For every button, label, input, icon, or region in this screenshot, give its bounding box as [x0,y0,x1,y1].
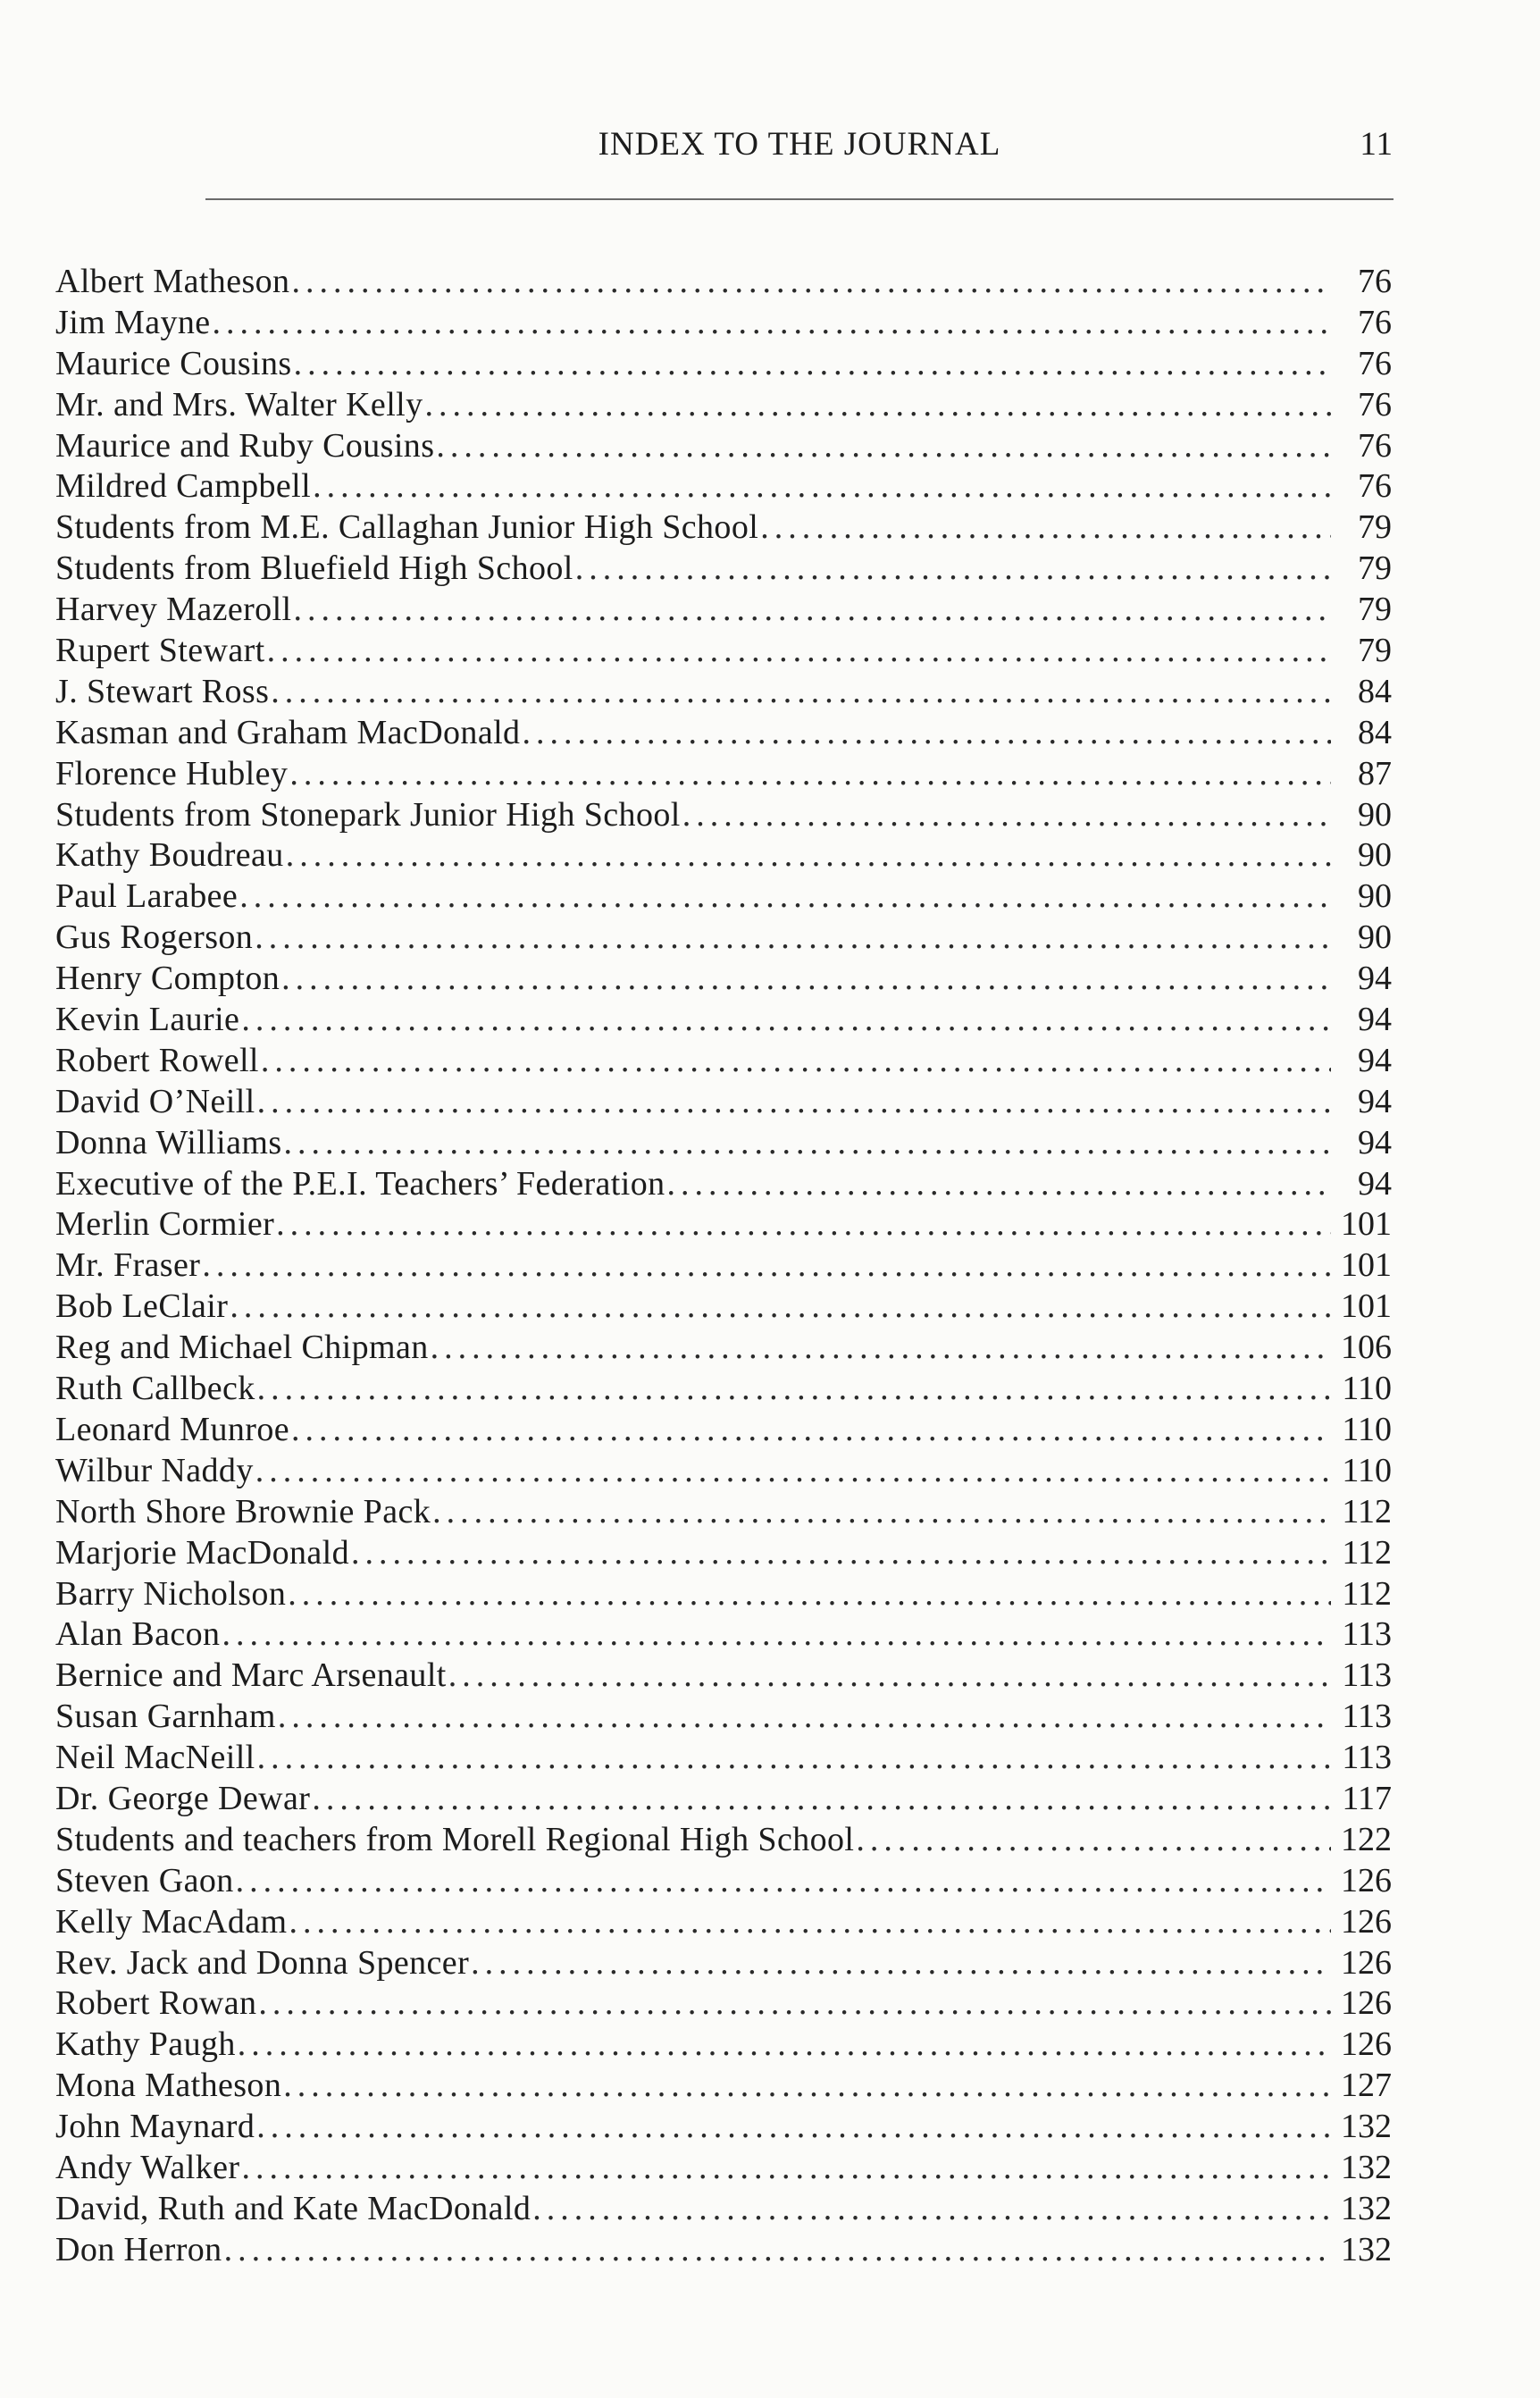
dot-leader [202,1245,1331,1287]
index-entry-name: Leonard Munroe [55,1410,290,1448]
dot-leader [351,1533,1331,1574]
dot-leader [289,754,1331,795]
dot-leader [312,1779,1331,1820]
index-entry [55,1041,1395,1082]
dot-leader [261,1041,1331,1082]
index-entry-page: 79 [1358,591,1392,629]
dot-leader [289,1902,1331,1943]
index-entry [55,1123,1395,1164]
dot-leader [236,1861,1331,1902]
index-entry [55,1533,1395,1574]
dot-leader [575,549,1331,590]
index-entry-name: Mildred Campbell [55,467,312,506]
index-entry [55,1656,1395,1697]
index-entry-page: 113 [1342,1739,1392,1777]
index-entry-page: 84 [1358,672,1392,710]
index-entry-page: 94 [1358,1082,1392,1120]
index-entry [55,795,1395,836]
index-entry-name: Kevin Laurie [55,1001,240,1039]
index-entry [55,507,1395,549]
index-entry-name: Don Herron [55,2230,222,2268]
dot-leader [522,713,1331,754]
dot-leader [239,876,1331,918]
index-entry [55,1574,1395,1615]
index-entry [55,303,1395,344]
dot-leader [241,1000,1331,1041]
index-entry-name: Albert Matheson [55,263,290,300]
dot-leader [257,1082,1331,1123]
index-entry [55,1738,1395,1779]
index-entry-name: David O’Neill [55,1082,255,1120]
index-entry [55,2189,1395,2230]
index-entry-name: Kasman and Graham MacDonald [55,713,521,751]
index-entry [55,262,1395,303]
index-entry [55,2230,1395,2271]
dot-leader [283,2066,1331,2107]
index-entry [55,1697,1395,1738]
index-entry-page: 112 [1342,1533,1392,1572]
index-entry-page: 76 [1358,344,1392,382]
index-entry-page: 94 [1358,960,1392,998]
index-entry [55,2107,1395,2148]
index-entry [55,1410,1395,1451]
index-entry-name: Students from M.E. Callaghan Junior High School [55,508,759,547]
index-entry-page: 90 [1358,795,1392,834]
index-entry-name: Robert Rowell [55,1041,259,1079]
index-entry-page: 117 [1342,1779,1392,1817]
index-entry [55,1000,1395,1041]
index-entry-name: Jim Mayne [55,303,211,341]
index-entry-page: 94 [1358,1123,1392,1161]
index-entry-page: 110 [1342,1451,1392,1489]
dot-leader [258,1983,1331,2025]
index-entry-page: 84 [1358,713,1392,751]
dot-leader [448,1656,1331,1697]
index-entry-page: 126 [1341,1902,1392,1941]
index-entry [55,1287,1395,1328]
index-entry-name: Kathy Boudreau [55,836,284,875]
index-entry [55,1451,1395,1492]
index-entry [55,1820,1395,1861]
dot-leader [294,344,1331,385]
index-entry [55,1614,1395,1656]
index-entry-page: 113 [1342,1656,1392,1695]
index-entry-name: John Maynard [55,2108,255,2146]
dot-leader [255,1451,1331,1492]
header-rule [205,198,1394,200]
dot-leader [255,918,1331,959]
dot-leader [224,2230,1331,2271]
running-header [205,125,1394,179]
dot-leader [291,262,1331,303]
index-entry-name: Paul Larabee [55,877,239,916]
index-entry-page: 90 [1358,836,1392,875]
index-entry [55,1369,1395,1410]
index-entry-page: 106 [1341,1329,1392,1367]
page-number: 11 [1360,126,1394,163]
index-entry [55,1779,1395,1820]
index-entry [55,631,1395,672]
index-entry [55,1983,1395,2025]
dot-leader [257,1369,1331,1410]
index-entry-page: 76 [1358,303,1392,341]
index-entry-page: 94 [1358,1164,1392,1203]
index-entry-name: Students and teachers from Morell Regional High School [55,1820,855,1858]
index-entry [55,1328,1395,1369]
index-entry-page: 101 [1341,1205,1392,1244]
index-entry [55,835,1395,876]
index-entry-page: 76 [1358,385,1392,423]
dot-leader [532,2189,1331,2230]
index-entry-name: Steven Gaon [55,1861,234,1899]
index-entry [55,959,1395,1000]
index-entry-name: Andy Walker [55,2148,240,2186]
dot-leader [276,1204,1331,1245]
index-entry [55,2148,1395,2189]
dot-leader [436,426,1331,467]
index-entry-name: Merlin Cormier [55,1205,275,1244]
index-entry-page: 90 [1358,918,1392,957]
index-entry-page: 79 [1358,549,1392,588]
index-entry-name: Henry Compton [55,960,280,998]
dot-leader [284,1123,1331,1164]
index-entry [55,2025,1395,2066]
index-entry-list [55,262,1395,2271]
index-entry [55,344,1395,385]
index-entry-name: Ruth Callbeck [55,1370,255,1408]
index-entry-name: Susan Garnham [55,1698,276,1736]
index-entry-name: Reg and Michael Chipman [55,1329,429,1367]
index-entry-name: Students from Bluefield High School [55,549,573,588]
index-entry-page: 101 [1341,1246,1392,1285]
index-entry-name: Students from Stonepark Junior High School [55,795,681,834]
index-entry [55,1204,1395,1245]
index-entry-page: 122 [1341,1820,1392,1858]
index-entry [55,549,1395,590]
index-entry-name: Florence Hubley [55,754,289,792]
dot-leader [313,466,1331,507]
index-entry-page: 132 [1341,2230,1392,2268]
dot-leader [760,507,1331,549]
index-entry-name: Bob LeClair [55,1287,229,1326]
index-entry-page: 94 [1358,1001,1392,1039]
dot-leader [856,1820,1331,1861]
index-entry-name: Mr. Fraser [55,1246,201,1285]
index-entry-page: 94 [1358,1041,1392,1079]
index-entry [55,1943,1395,1984]
index-entry [55,1164,1395,1205]
index-entry-page: 110 [1342,1370,1392,1408]
dot-leader [222,1614,1331,1656]
index-entry [55,466,1395,507]
index-entry-name: Bernice and Marc Arsenault [55,1656,447,1695]
index-entry-name: Executive of the P.E.I. Teachers’ Federation [55,1164,665,1203]
index-entry [55,713,1395,754]
index-entry-page: 87 [1358,754,1392,792]
index-entry [55,426,1395,467]
dot-leader [241,2148,1331,2189]
index-entry-page: 112 [1342,1492,1392,1530]
dot-leader [667,1164,1331,1205]
index-entry-page: 126 [1341,1943,1392,1982]
index-entry-name: Robert Rowan [55,1984,257,2023]
dot-leader [271,672,1331,713]
dot-leader [294,590,1332,631]
dot-leader [281,959,1331,1000]
index-entry-name: Neil MacNeill [55,1739,255,1777]
index-entry-page: 79 [1358,632,1392,670]
dot-leader [432,1492,1331,1533]
dot-leader [425,385,1331,426]
index-entry-page: 79 [1358,508,1392,547]
index-entry [55,2066,1395,2107]
index-entry-name: Alan Bacon [55,1615,221,1654]
index-entry-name: Maurice Cousins [55,344,292,382]
index-entry-page: 113 [1342,1698,1392,1736]
index-entry-page: 101 [1341,1287,1392,1326]
dot-leader [256,2107,1331,2148]
index-entry [55,918,1395,959]
dot-leader [257,1738,1331,1779]
index-entry-name: Kathy Paugh [55,2025,236,2064]
index-entry-name: J. Stewart Ross [55,672,270,710]
index-entry-page: 132 [1341,2189,1392,2227]
index-entry-page: 127 [1341,2067,1392,2105]
index-entry [55,590,1395,631]
index-entry-page: 132 [1341,2108,1392,2146]
dot-leader [291,1410,1331,1451]
index-entry-name: Kelly MacAdam [55,1902,288,1941]
dot-leader [238,2025,1331,2066]
dot-leader [286,835,1331,876]
dot-leader [682,795,1331,836]
index-entry-name: Mona Matheson [55,2067,282,2105]
index-entry [55,1492,1395,1533]
index-entry [55,754,1395,795]
dot-leader [288,1574,1331,1615]
index-entry-page: 90 [1358,877,1392,916]
index-entry-page: 112 [1342,1574,1392,1613]
index-entry-page: 132 [1341,2148,1392,2186]
index-entry-name: Harvey Mazeroll [55,591,292,629]
dot-leader [267,631,1331,672]
index-entry-name: Mr. and Mrs. Walter Kelly [55,385,423,423]
dot-leader [278,1697,1331,1738]
index-entry-name: Rupert Stewart [55,632,265,670]
index-entry-name: North Shore Brownie Pack [55,1492,431,1530]
index-entry [55,1245,1395,1287]
index-entry-page: 126 [1341,1861,1392,1899]
index-entry-name: Marjorie MacDonald [55,1533,350,1572]
index-entry [55,1861,1395,1902]
index-entry-page: 113 [1342,1615,1392,1654]
index-entry-name: Rev. Jack and Donna Spencer [55,1943,470,1982]
index-entry [55,1902,1395,1943]
index-entry-page: 76 [1358,467,1392,506]
index-entry [55,1082,1395,1123]
index-entry-page: 126 [1341,1984,1392,2023]
index-entry-name: Barry Nicholson [55,1574,287,1613]
index-entry-page: 126 [1341,2025,1392,2064]
index-entry-page: 76 [1358,426,1392,465]
index-entry-name: Donna Williams [55,1123,282,1161]
index-entry-name: David, Ruth and Kate MacDonald [55,2189,531,2227]
index-entry-name: Maurice and Ruby Cousins [55,426,435,465]
dot-leader [213,303,1331,344]
dot-leader [230,1287,1331,1328]
index-entry-name: Gus Rogerson [55,918,254,957]
index-entry [55,385,1395,426]
running-header-title: INDEX TO THE JOURNAL [598,126,1001,163]
index-entry [55,876,1395,918]
index-entry-page: 110 [1342,1410,1392,1448]
index-entry [55,672,1395,713]
dot-leader [471,1943,1331,1984]
dot-leader [431,1328,1331,1369]
index-entry-page: 76 [1358,263,1392,300]
index-entry-name: Dr. George Dewar [55,1779,311,1817]
index-entry-name: Wilbur Naddy [55,1451,254,1489]
